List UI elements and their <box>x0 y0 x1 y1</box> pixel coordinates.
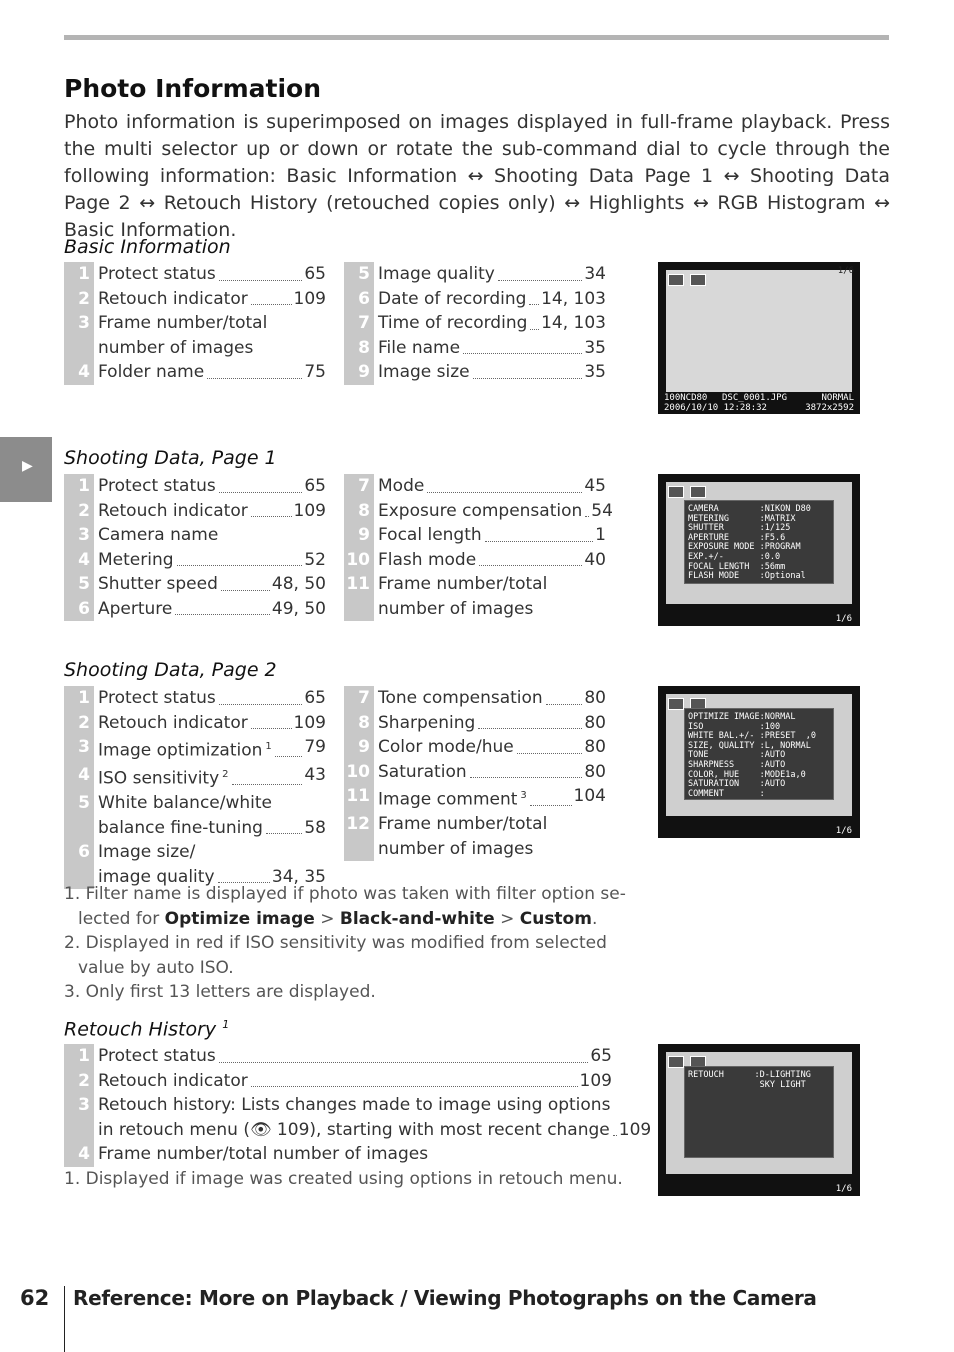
leader-dots <box>529 287 539 306</box>
frame-number: 1/6 <box>835 614 852 624</box>
leader-dots <box>530 311 539 330</box>
item-label: Shutter speed <box>98 574 218 594</box>
page-reference: 34, 35 <box>271 866 326 887</box>
page-reference: 80 <box>584 737 606 757</box>
list-item <box>64 763 326 791</box>
frame-number: 1/6 <box>837 266 854 276</box>
item-label: Camera name <box>98 525 219 545</box>
item-number <box>64 1118 94 1143</box>
item-label: Tone compensation <box>378 688 543 708</box>
leader-dots <box>517 735 583 754</box>
image-quality: NORMAL <box>821 393 854 403</box>
leader-dots <box>498 262 583 281</box>
item-label: Time of recording <box>378 313 528 333</box>
item-number: 3 <box>64 735 94 763</box>
leader-dots <box>427 474 582 493</box>
leader-dots <box>463 336 582 355</box>
page-reference: 52 <box>304 549 326 570</box>
shoot2-heading: Shooting Data, Page 2 <box>64 659 277 681</box>
item-number: 3 <box>64 1093 94 1118</box>
list-item <box>64 262 326 287</box>
item-number: 8 <box>344 336 374 361</box>
intro-paragraph: Photo information is superimposed on images displayed in full-frame playback. Press the multi selector up or down or rotate the sub-command dial to cycle through the following information: Basic Information ↔ Shooting Data Page 1 ↔ Shooting Data Page 2 ↔ Retouch History (retouched copies only) ↔ Highlights ↔ RGB Histogram ↔ Basic Information. <box>64 111 890 241</box>
page-title: Photo Information <box>64 74 322 103</box>
leader-dots <box>546 686 583 705</box>
item-number: 12 <box>344 812 374 837</box>
leader-dots <box>232 763 303 785</box>
item-number: 1 <box>64 686 94 711</box>
item-number: 8 <box>344 711 374 736</box>
page-reference: 65 <box>304 476 326 496</box>
item-label: Protect status <box>98 688 216 708</box>
shooting-data-overlay: OPTIMIZE IMAGE:NORMAL ISO :100 WHITE BAL.+/- :PRESET ,0 SIZE, QUALITY :L, NORMAL TONE :AUTO SHARPNESS :AUTO COLOR, HUE :MODE1a,0 SATURATION :AUTO COMMENT : <box>684 708 834 800</box>
basic-heading: Basic Information <box>64 236 231 258</box>
item-number: 3 <box>64 523 94 548</box>
item-label: Metering <box>98 549 174 570</box>
item-label: Mode <box>378 476 425 496</box>
item-number: 6 <box>64 597 94 622</box>
item-label: Focal length <box>378 525 482 545</box>
item-label: Retouch indicator <box>98 712 248 733</box>
retouch-overlay: RETOUCH :D-LIGHTING SKY LIGHT <box>684 1066 834 1158</box>
leader-dots <box>221 572 270 591</box>
folder-name: 100NCD80 <box>664 393 708 403</box>
item-label: Protect status <box>98 264 216 284</box>
list-item <box>344 336 606 361</box>
list-item <box>64 572 326 597</box>
list-item <box>344 686 606 711</box>
protect-icon <box>668 486 684 498</box>
item-number: 2 <box>64 711 94 736</box>
page-reference: 80 <box>584 712 606 733</box>
item-label: Protect status <box>98 1046 216 1066</box>
protect-icon <box>668 274 684 286</box>
leader-dots <box>275 735 303 757</box>
page-reference: 109 <box>579 1070 612 1091</box>
page-reference: 109 <box>293 500 326 521</box>
item-number: 7 <box>344 311 374 336</box>
item-label: Flash mode <box>378 549 477 570</box>
item-label: Retouch indicator <box>98 1070 248 1091</box>
item-number: 1 <box>64 1044 94 1069</box>
leader-dots <box>473 360 583 379</box>
footer-title: Reference: More on Playback / Viewing Photographs on the Camera <box>73 1286 817 1310</box>
list-item <box>344 499 613 524</box>
item-label: Image size/ <box>98 842 196 863</box>
item-number: 4 <box>64 1142 94 1167</box>
retouch-icon <box>690 274 706 286</box>
shoot1-right-list <box>344 474 613 621</box>
item-label: Frame number/total number of images <box>98 1144 429 1164</box>
list-item <box>344 837 606 862</box>
retouch-icon <box>690 486 706 498</box>
item-label: Date of recording <box>378 288 527 309</box>
list-item <box>344 523 606 548</box>
list-item <box>344 597 606 622</box>
page-reference: 48, 50 <box>271 574 326 594</box>
item-label: White balance/white <box>98 793 273 814</box>
item-number <box>344 837 374 862</box>
date-time: 2006/10/10 12:28:32 <box>664 403 767 413</box>
shooting-data-overlay: CAMERA :NIKON D80 METERING :MATRIX SHUTTER :1/125 APERTURE :F5.6 EXPOSURE MODE :PROGRAM EXP.+/- :0.0 FOCAL LENGTH :56mm FLASH MODE :Optional <box>684 500 834 584</box>
shoot1-heading: Shooting Data, Page 1 <box>64 447 277 469</box>
item-number: 4 <box>64 548 94 573</box>
page-reference: 54 <box>591 500 613 521</box>
basic-left-list <box>64 262 326 385</box>
leader-dots <box>218 865 270 884</box>
item-label: Protect status <box>98 476 216 496</box>
leader-dots <box>219 262 303 281</box>
item-number: 7 <box>344 474 374 499</box>
page-reference: 43 <box>304 765 326 786</box>
shoot2-right-list <box>344 686 606 861</box>
list-item <box>344 812 606 837</box>
item-number: 8 <box>344 499 374 524</box>
list-item <box>64 686 326 711</box>
item-number: 9 <box>344 523 374 548</box>
item-number: 11 <box>344 572 374 597</box>
leader-dots <box>266 816 302 835</box>
leader-dots <box>470 760 583 779</box>
list-item <box>64 816 326 841</box>
item-number: 5 <box>344 262 374 287</box>
item-label: Retouch indicator <box>98 288 248 309</box>
leader-dots <box>177 548 303 567</box>
page-reference: 35 <box>584 362 606 382</box>
leader-dots <box>485 523 594 542</box>
page-reference: 79 <box>304 737 326 757</box>
list-item <box>344 760 606 785</box>
item-label: Frame number/total <box>98 313 268 333</box>
list-item <box>344 711 606 736</box>
leader-dots <box>207 360 302 379</box>
list-item <box>64 1118 652 1143</box>
list-item <box>64 523 326 548</box>
page-reference: 109 <box>293 288 326 309</box>
playback-side-tab <box>0 437 52 502</box>
basic-info-screen <box>658 262 860 414</box>
list-item <box>344 572 606 597</box>
list-item <box>344 360 606 385</box>
shoot1-left-list <box>64 474 326 621</box>
leader-dots <box>251 287 292 306</box>
basic-right-list <box>344 262 606 385</box>
list-item <box>64 1142 612 1167</box>
item-label: image quality <box>98 866 215 887</box>
page-reference: 109 <box>618 1119 652 1140</box>
item-label: balance fine-tuning <box>98 817 263 838</box>
item-number <box>344 597 374 622</box>
portrait-image <box>666 270 852 392</box>
leader-dots <box>530 784 572 806</box>
page-reference: 14, 103 <box>541 313 606 333</box>
page-reference: 80 <box>584 761 606 782</box>
list-item <box>64 499 326 524</box>
item-number: 5 <box>64 572 94 597</box>
page-reference: 40 <box>584 549 606 570</box>
item-label: number of images <box>378 838 534 859</box>
list-item <box>344 474 606 499</box>
leader-dots <box>479 548 582 567</box>
page-reference: 45 <box>584 476 606 496</box>
list-item <box>64 711 326 736</box>
leader-dots <box>613 1118 617 1137</box>
image-size: 3872x2592 <box>805 403 854 413</box>
leader-dots <box>478 711 582 730</box>
retouch-note: 1. Displayed if image was created using options in retouch menu. <box>64 1169 623 1189</box>
page-reference: 65 <box>304 264 326 284</box>
item-label: Exposure compensation <box>378 500 583 521</box>
list-item <box>64 597 326 622</box>
list-item <box>344 262 606 287</box>
item-label: in retouch menu (👁 109), starting with most recent change <box>98 1119 610 1140</box>
item-number: 7 <box>344 686 374 711</box>
item-number: 3 <box>64 311 94 336</box>
list-item <box>64 287 326 312</box>
list-item <box>64 840 326 865</box>
shooting-data-2-screen <box>658 686 860 838</box>
item-label: Frame number/total <box>378 814 548 835</box>
page-reference: 14, 103 <box>541 288 606 309</box>
item-label: Frame number/total <box>378 574 548 594</box>
item-label: Aperture <box>98 598 173 619</box>
item-number: 4 <box>64 360 94 385</box>
list-item <box>64 336 326 361</box>
item-label: Image size <box>378 362 470 382</box>
list-item <box>64 548 326 573</box>
leader-dots <box>251 1069 578 1088</box>
list-item <box>64 1093 612 1118</box>
retouch-heading: Retouch History $^1$ <box>64 1018 230 1041</box>
playback-icon: ▶ <box>22 458 33 474</box>
retouch-history-screen <box>658 1044 860 1196</box>
item-number: 6 <box>64 840 94 865</box>
item-label: Retouch history: Lists changes made to image using options <box>98 1095 611 1115</box>
page-reference: 75 <box>304 362 326 382</box>
list-item <box>64 791 326 816</box>
item-number: 10 <box>344 548 374 573</box>
list-item <box>344 784 606 812</box>
frame-number: 1/6 <box>835 1184 852 1194</box>
page-reference: 34 <box>584 264 606 284</box>
leader-dots <box>251 711 292 730</box>
leader-dots <box>251 499 292 518</box>
item-number: 2 <box>64 499 94 524</box>
item-label: Color mode/hue <box>378 737 514 757</box>
item-label: Image optimization $^1$ <box>98 740 272 761</box>
item-number: 2 <box>64 1069 94 1094</box>
list-item <box>64 311 326 336</box>
footer-divider <box>64 1286 65 1352</box>
item-label: ISO sensitivity $^2$ <box>98 768 229 789</box>
retouch-list <box>64 1044 652 1167</box>
top-rule <box>64 35 889 40</box>
item-label: number of images <box>98 337 254 358</box>
leader-dots <box>585 499 589 518</box>
item-number: 1 <box>64 262 94 287</box>
list-item <box>64 474 326 499</box>
item-label: Image quality <box>378 264 495 284</box>
page-reference: 104 <box>573 786 606 806</box>
list-item <box>344 548 606 573</box>
item-label: Sharpening <box>378 712 476 733</box>
item-number: 9 <box>344 735 374 760</box>
list-item <box>344 311 606 336</box>
list-item <box>64 360 326 385</box>
shooting-data-1-screen <box>658 474 860 626</box>
shoot2-note-1: 1. Filter name is displayed if photo was taken with filter option selected for Optimize image > Black-and-white > Custom. <box>64 884 626 929</box>
item-number <box>64 816 94 841</box>
item-label: File name <box>378 337 461 358</box>
item-number: 5 <box>64 791 94 816</box>
shoot2-note-3: 3. Only first 13 letters are displayed. <box>64 982 376 1002</box>
leader-dots <box>175 597 270 616</box>
page-reference: 65 <box>590 1046 612 1066</box>
item-label: number of images <box>378 598 534 619</box>
leader-dots <box>219 1044 589 1063</box>
leader-dots <box>219 474 303 493</box>
protect-icon <box>668 1056 684 1068</box>
list-item <box>64 735 326 763</box>
page-reference: 65 <box>304 688 326 708</box>
leader-dots <box>219 686 303 705</box>
page-reference: 109 <box>293 712 326 733</box>
page-reference: 49, 50 <box>271 598 326 619</box>
file-name: DSC_0001.JPG <box>722 393 788 403</box>
page-reference: 35 <box>584 337 606 358</box>
item-number: 2 <box>64 287 94 312</box>
list-item <box>64 1069 612 1094</box>
item-number: 1 <box>64 474 94 499</box>
shoot2-note-2: 2. Displayed in red if ISO sensitivity was modified from selected value by auto ISO. <box>64 933 607 978</box>
item-label: Folder name <box>98 362 205 382</box>
item-number: 4 <box>64 763 94 791</box>
item-label: Retouch indicator <box>98 500 248 521</box>
item-number <box>64 336 94 361</box>
page-reference: 58 <box>304 817 326 838</box>
page-number: 62 <box>20 1286 50 1310</box>
page-reference: 80 <box>584 688 606 708</box>
shoot2-left-list <box>64 686 326 889</box>
item-number: 6 <box>344 287 374 312</box>
page-reference: 1 <box>595 525 606 545</box>
item-number: 10 <box>344 760 374 785</box>
item-number: 9 <box>344 360 374 385</box>
item-number: 11 <box>344 784 374 812</box>
frame-number: 1/6 <box>835 826 852 836</box>
item-label: Image comment $^3$ <box>378 789 527 810</box>
list-item <box>344 735 606 760</box>
list-item <box>64 1044 612 1069</box>
protect-icon <box>668 698 684 710</box>
list-item <box>344 287 606 312</box>
item-label: Saturation <box>378 761 467 782</box>
